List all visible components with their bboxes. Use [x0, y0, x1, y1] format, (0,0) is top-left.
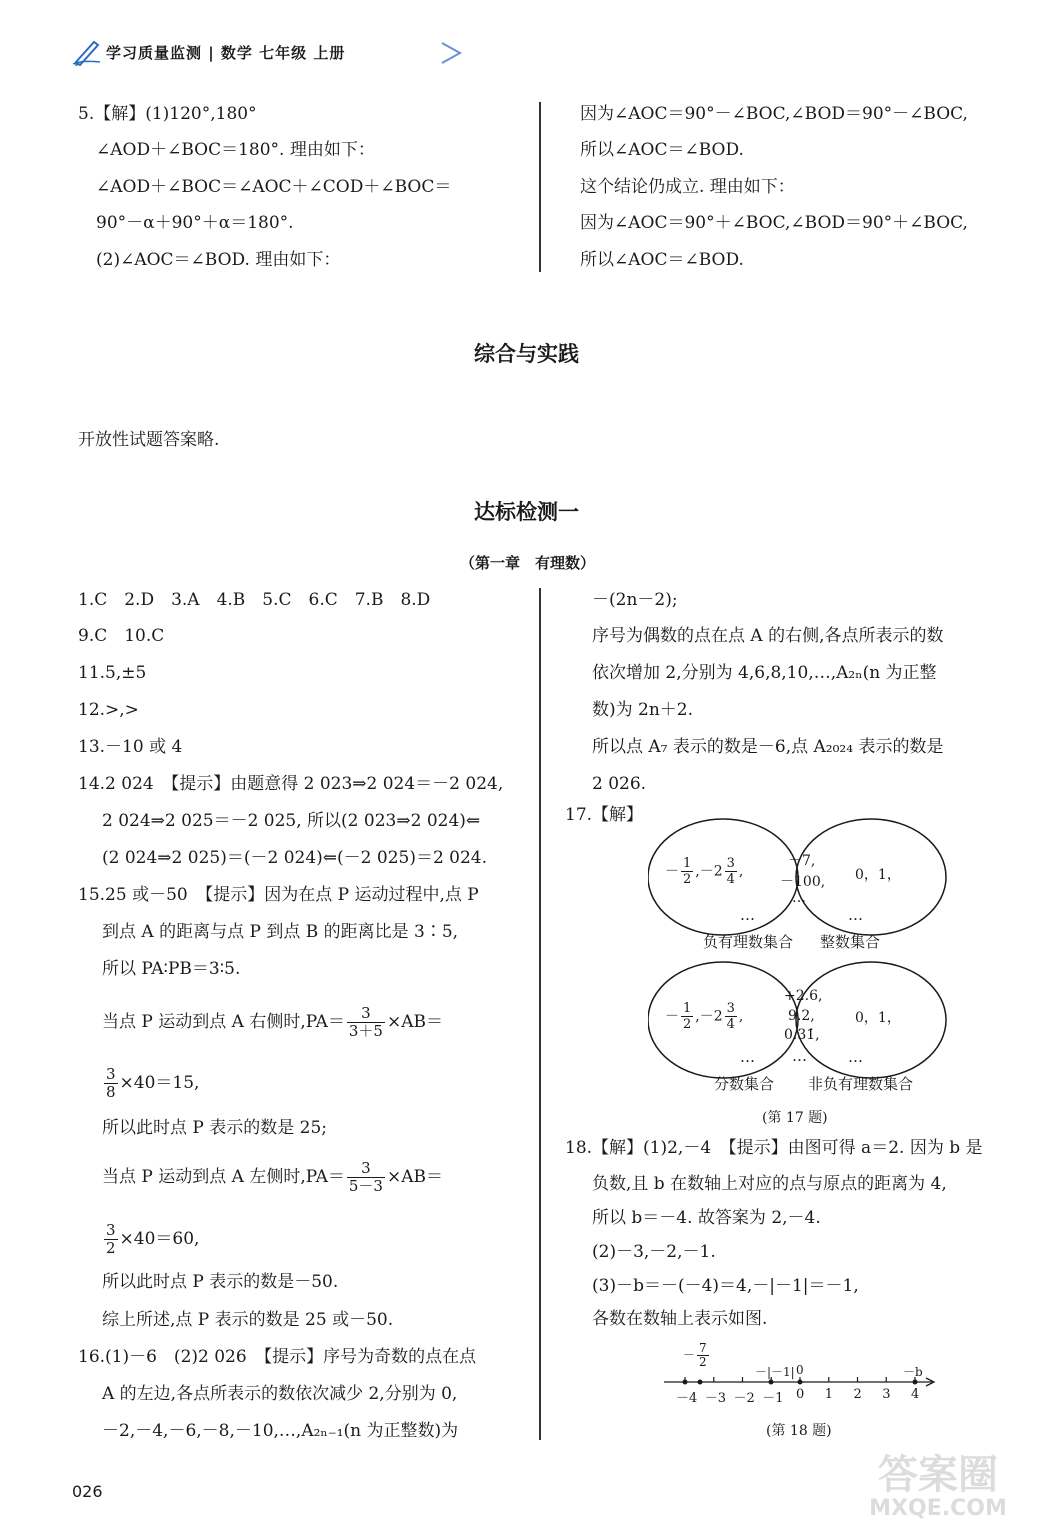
point-neg7-2 — [698, 1380, 703, 1385]
text-seg: ×AB＝ — [386, 1012, 443, 1032]
venn2-mid-2: 9.2, — [788, 1008, 815, 1024]
answer-15-line-4 — [102, 1005, 443, 1040]
axis-tick-label: －4 — [676, 1391, 698, 1406]
text-seg: 当点 P 运动到点 A 左侧时,PA＝ — [102, 1167, 345, 1187]
denominator: 5－3 — [348, 1177, 383, 1195]
venn2-right-dots: … — [848, 1048, 863, 1066]
text-seg: 当点 P 运动到点 A 右侧时,PA＝ — [102, 1012, 345, 1032]
numerator: 3 — [106, 1221, 116, 1239]
answer-15-line-2: 到点 A 的距离与点 P 到点 B 的距离比是 3∶5, — [102, 922, 459, 942]
venn2-label-right: 非负有理数集合 — [808, 1075, 914, 1093]
answer-15-line-6: 所以此时点 P 表示的数是 25; — [102, 1118, 328, 1138]
venn1-right-dots: … — [848, 906, 863, 924]
venn2-mid-dots: … — [792, 1047, 807, 1065]
text-seg: , — [738, 1008, 744, 1025]
answer-16-line-8: 所以点 A₇ 表示的数是－6,点 A₂₀₂₄ 表示的数是 — [592, 737, 944, 757]
pencil-icon — [72, 38, 102, 66]
answer-16-line-2: A 的左边,各点所表示的数依次减少 2,分别为 0, — [102, 1384, 458, 1404]
answers-1-8: 1.C 2.D 3.A 4.B 5.C 6.C 7.B 8.D — [78, 590, 431, 610]
venn2-mid-1: +2.6, — [784, 988, 823, 1004]
answer-15-line-5 — [102, 1066, 199, 1101]
numerator: 3 — [726, 856, 735, 871]
q5-right-3: 这个结论仍成立. 理由如下： — [580, 177, 795, 197]
answer-15-line-9: 所以此时点 P 表示的数是－50. — [102, 1272, 339, 1292]
denominator: 4 — [726, 1017, 735, 1032]
fraction — [104, 1222, 118, 1257]
point-neg1 — [769, 1380, 774, 1385]
axis-label-abs: －|－1| — [755, 1365, 795, 1379]
numerator: 3 — [726, 1001, 735, 1016]
answer-16-line-1: 16.(1)－6 (2)2 026 【提示】序号为奇数的点在点 — [78, 1347, 477, 1367]
column-divider-bottom — [539, 588, 541, 1440]
answer-12: 12.>,> — [78, 700, 139, 720]
answer-11: 11.5,±5 — [78, 663, 147, 683]
answer-13: 13.－10 或 4 — [78, 737, 183, 757]
fraction — [347, 1160, 385, 1195]
answer-16-line-9: 2 026. — [592, 774, 647, 794]
axis-label-zero: 0 — [796, 1363, 804, 1377]
venn1-label-right: 整数集合 — [820, 933, 881, 951]
venn1-mid-3: … — [792, 890, 806, 906]
point-zero — [798, 1380, 803, 1385]
text-seg: ,－2 — [695, 1008, 723, 1025]
answer-14-line-1: 14.2 024 【提示】由题意得 2 023⇒2 024＝－2 024, — [78, 774, 504, 794]
q5-line-1: 5.【解】(1)120°,180° — [78, 104, 257, 124]
q5-right-2: 所以∠AOC＝∠BOD. — [580, 140, 744, 160]
numerator: 3 — [106, 1065, 116, 1083]
running-header — [72, 38, 972, 68]
numerator: 3 — [361, 1004, 371, 1022]
axis-label-neg-b: －b — [903, 1365, 923, 1379]
denominator: 2 — [106, 1239, 116, 1257]
axis-frac-label — [683, 1342, 711, 1369]
axis-tick-label: 4 — [911, 1387, 920, 1402]
column-divider-top — [539, 102, 541, 272]
denominator: 3＋5 — [348, 1022, 383, 1040]
answer-18-line-6: 各数在数轴上表示如图. — [592, 1309, 768, 1329]
fraction — [725, 856, 737, 887]
numerator: 1 — [683, 856, 692, 871]
watermark-logo: 答案圈 MXQE.COM — [869, 1452, 1007, 1521]
axis-tick-label: －2 — [733, 1391, 755, 1406]
axis-tick-label: －1 — [762, 1391, 784, 1406]
fraction — [104, 1066, 118, 1101]
q5-line-4: 90°－α＋90°＋α＝180°. — [96, 213, 294, 233]
fraction — [681, 1001, 693, 1032]
chevron-right-icon — [438, 40, 468, 66]
answers-9-10: 9.C 10.C — [78, 626, 165, 646]
venn1-mid-1: －7, — [788, 853, 816, 869]
axis-tick-label: 1 — [824, 1387, 834, 1402]
denominator: 4 — [726, 872, 735, 887]
answer-17-heading: 17.【解】 — [565, 805, 644, 825]
answer-18-line-4: (2)－3,－2,－1. — [592, 1242, 716, 1262]
answer-14-line-3: (2 024⇒2 025)＝(－2 024)⇐(－2 025)＝2 024. — [102, 848, 488, 868]
axis-tick-label: 0 — [796, 1387, 805, 1402]
practice-text: 开放性试题答案略. — [78, 430, 220, 450]
answer-15-line-3: 所以 PA∶PB＝3∶5. — [102, 959, 241, 979]
point-neg4 — [683, 1380, 688, 1385]
answer-16-line-3: －2,－4,－6,－8,－10,…,A₂ₙ₋₁(n 为正整数)为 — [102, 1421, 459, 1441]
minus-sign: － — [665, 1008, 679, 1025]
answer-16-line-5: 序号为偶数的点在点 A 的右侧,各点所表示的数 — [592, 626, 944, 646]
point-4 — [913, 1380, 918, 1385]
venn2-mid-3: 0.31̇, — [784, 1027, 820, 1043]
answer-16-line-4: －(2n－2); — [592, 590, 678, 610]
text-seg: , — [738, 863, 744, 880]
answer-15-line-7 — [102, 1160, 443, 1195]
section-subtitle: （第一章 有理数） — [460, 554, 596, 572]
answer-18-line-3: 所以 b＝－4. 故答案为 2,－4. — [592, 1208, 821, 1228]
fraction — [347, 1005, 385, 1040]
figure-17-caption: (第 17 题) — [762, 1110, 828, 1126]
fraction — [681, 856, 693, 887]
axis-tick-label: 2 — [853, 1387, 862, 1402]
answer-15-line-1: 15.25 或－50 【提示】因为在点 P 运动过程中,点 P — [78, 885, 479, 905]
fraction — [725, 1001, 737, 1032]
numerator: 7 — [699, 1341, 707, 1355]
page-number: 026 — [72, 1482, 103, 1501]
answer-15-line-8 — [102, 1222, 199, 1257]
text-seg: ×40＝60, — [119, 1229, 200, 1249]
section-title-practice: 综合与实践 — [474, 342, 579, 366]
text-seg: ×AB＝ — [386, 1167, 443, 1187]
denominator: 8 — [106, 1083, 116, 1101]
answer-18-line-1: 18.【解】(1)2,－4 【提示】由图可得 a＝2. 因为 b 是 — [565, 1138, 983, 1158]
q5-line-5: (2)∠AOC＝∠BOD. 理由如下： — [96, 250, 341, 270]
answer-14-line-2: 2 024⇒2 025＝－2 025, 所以(2 023⇒2 024)⇐ — [102, 811, 481, 831]
venn2-label-left: 分数集合 — [714, 1075, 775, 1093]
section-title-test: 达标检测一 — [474, 500, 579, 524]
answer-18-line-2: 负数,且 b 在数轴上对应的点与原点的距离为 4, — [592, 1174, 947, 1194]
venn1-mid-2: －100, — [780, 874, 826, 890]
axis-tick-label: 3 — [882, 1387, 891, 1402]
text-seg: ×40＝15, — [119, 1073, 200, 1093]
numerator: 3 — [361, 1159, 371, 1177]
q5-right-4: 因为∠AOC＝90°＋∠BOC,∠BOD＝90°＋∠BOC, — [580, 213, 968, 233]
q5-right-5: 所以∠AOC＝∠BOD. — [580, 250, 744, 270]
denominator: 2 — [699, 1355, 707, 1369]
venn1-right: 0，1， — [855, 867, 901, 883]
minus-sign: － — [683, 1348, 696, 1362]
venn1-left-dots: … — [740, 906, 755, 924]
minus-sign: － — [665, 863, 679, 880]
answer-15-line-10: 综上所述,点 P 表示的数是 25 或－50. — [102, 1310, 394, 1330]
answer-18-line-5: (3)－b＝－(－4)＝4,－|－1|＝－1, — [592, 1276, 859, 1296]
venn1-left-content — [665, 856, 743, 887]
text-seg: ,－2 — [695, 863, 723, 880]
q5-line-2: ∠AOD＋∠BOC＝180°. 理由如下： — [96, 140, 375, 160]
header-title: 学习质量监测 | 数学 七年级 上册 — [106, 44, 346, 62]
venn2-right: 0，1， — [855, 1010, 901, 1026]
fraction — [697, 1342, 709, 1369]
answer-16-line-7: 数)为 2n＋2. — [592, 700, 694, 720]
q5-right-1: 因为∠AOC＝90°－∠BOC,∠BOD＝90°－∠BOC, — [580, 104, 968, 124]
axis-tick-label: －3 — [704, 1391, 727, 1406]
venn2-left-content — [665, 1001, 743, 1032]
answer-16-line-6: 依次增加 2,分别为 4,6,8,10,…,A₂ₙ(n 为正整 — [592, 663, 937, 683]
numerator: 1 — [683, 1001, 692, 1016]
q5-line-3: ∠AOD＋∠BOC＝∠AOC＋∠COD＋∠BOC＝ — [96, 177, 452, 197]
denominator: 2 — [683, 1017, 692, 1032]
denominator: 2 — [683, 872, 692, 887]
venn1-label-left: 负有理数集合 — [703, 933, 794, 951]
figure-18-caption: (第 18 题) — [766, 1423, 832, 1439]
venn2-left-dots: … — [740, 1048, 755, 1066]
